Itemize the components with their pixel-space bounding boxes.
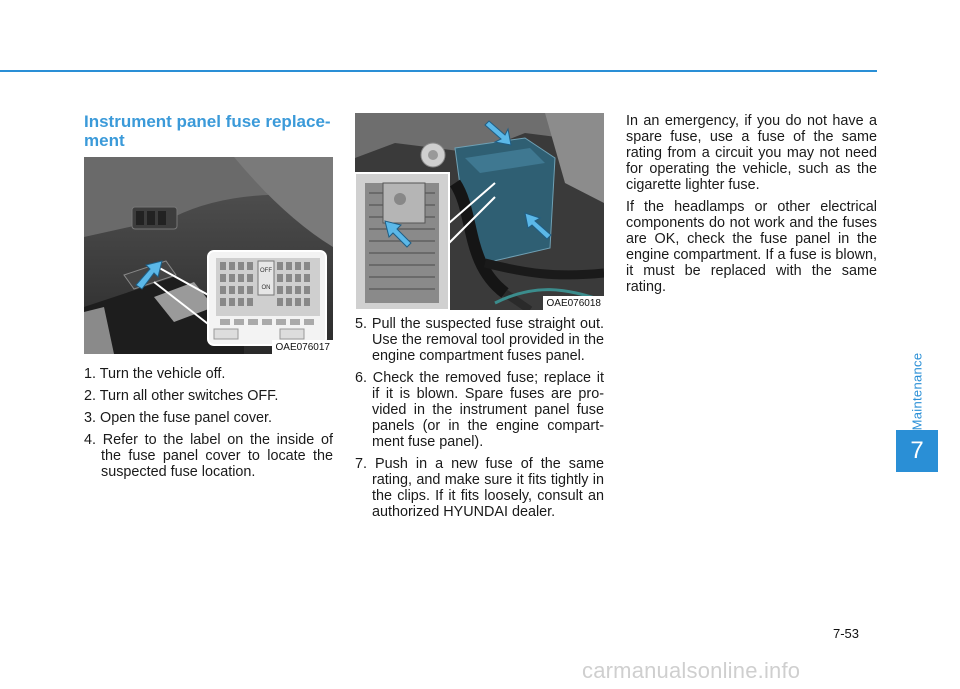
section-heading: Instrument panel fuse replace- ment bbox=[84, 112, 331, 150]
steps-list-2 bbox=[355, 316, 604, 520]
column-1 bbox=[84, 366, 333, 486]
engine-compartment-illustration bbox=[355, 113, 604, 310]
figure-instrument-panel-fuse bbox=[84, 157, 333, 354]
column-2 bbox=[355, 316, 604, 526]
list-item: 7. Push in a new fuse of the same rating, and make sure it fits tightly in the clips. If it fits loosely, consult an authorized HYUNDAI dealer. bbox=[355, 456, 604, 520]
note-paragraph: If the headlamps or other electrical components do not work and the fuses are OK, check the fuse panel in the engine compartment. If a fuse is blown, it must be replaced with the same rating. bbox=[626, 199, 877, 295]
instrument-panel-illustration bbox=[84, 157, 333, 354]
list-item: 1. Turn the vehicle off. bbox=[84, 366, 226, 382]
header-rule bbox=[0, 70, 877, 72]
list-item: 5. Pull the suspected fuse straight out. Use the removal tool provided in the engine compartment fuses panel. bbox=[355, 316, 605, 364]
list-item: 6. Check the removed fuse; replace it if it is blown. Spare fuses are pro-vided in the instrument panel fuse panels (or in the engine compart-ment fuse panel). bbox=[355, 370, 605, 450]
note-paragraph: In an emergency, if you do not have a spare fuse, use a fuse of the same rating from a circuit you may not need for operating the vehicle, such as the cigarette lighter fuse. bbox=[626, 113, 877, 193]
chapter-label: Maintenance bbox=[909, 352, 925, 430]
list-item: 3. Open the fuse panel cover. bbox=[84, 410, 273, 426]
steps-list-1 bbox=[84, 366, 333, 480]
list-item: 4. Refer to the label on the inside of the fuse panel cover to locate the suspected fuse location. bbox=[84, 432, 334, 480]
figure-engine-compartment-fuse bbox=[355, 113, 604, 310]
page-number: 7-53 bbox=[833, 626, 860, 641]
figure-code: OAE076017 bbox=[272, 340, 334, 354]
chapter-number-tab: 7 bbox=[896, 430, 938, 472]
list-item: 2. Turn all other switches OFF. bbox=[84, 388, 279, 404]
column-3 bbox=[626, 113, 877, 301]
watermark: carmanualsonline.info bbox=[582, 658, 801, 683]
fuse-switch-on-label: ON bbox=[261, 285, 271, 291]
fuse-switch-off-label: OFF bbox=[260, 268, 272, 274]
figure-code: OAE076018 bbox=[543, 296, 605, 310]
